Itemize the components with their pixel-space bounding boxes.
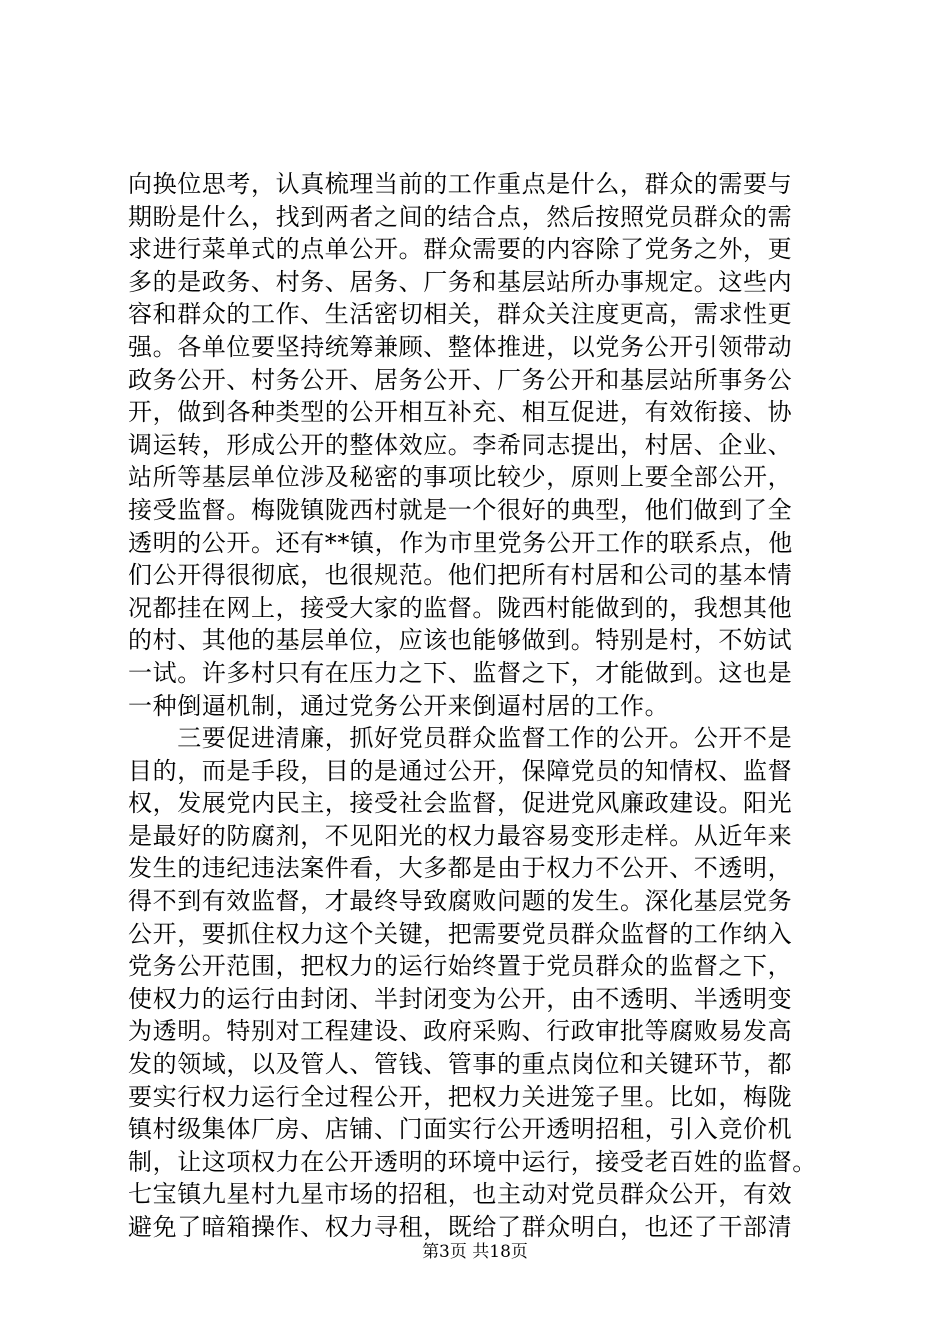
text-line: 要实行权力运行全过程公开，把权力关进笼子里。比如，梅陇 [128, 1082, 793, 1111]
text-line: 站所等基层单位涉及秘密的事项比较少，原则上要全部公开， [128, 463, 793, 492]
text-line: 发的领域，以及管人、管钱、管事的重点岗位和关键环节，都 [128, 1050, 793, 1079]
text-line: 发生的违纪违法案件看，大多都是由于权力不公开、不透明， [128, 854, 793, 883]
text-line: 使权力的运行由封闭、半封闭变为公开，由不透明、半透明变 [128, 984, 793, 1013]
text-line: 是最好的防腐剂，不见阳光的权力最容易变形走样。从近年来 [128, 821, 793, 850]
text-line: 权，发展党内民主，接受社会监督，促进党风廉政建设。阳光 [128, 789, 793, 818]
text-line: 公开，要抓住权力这个关键，把需要党员群众监督的工作纳入 [128, 919, 793, 948]
text-line: 调运转，形成公开的整体效应。李希同志提出，村居、企业、 [128, 430, 793, 459]
text-line: 开，做到各种类型的公开相互补充、相互促进，有效衔接、协 [128, 398, 793, 427]
text-line: 得不到有效监督，才最终导致腐败问题的发生。深化基层党务 [128, 887, 793, 916]
text-line: 的村、其他的基层单位，应该也能够做到。特别是村，不妨试 [128, 626, 793, 655]
text-line: 透明的公开。还有**镇，作为市里党务公开工作的联系点，他 [128, 528, 793, 557]
text-line: 一试。许多村只有在压力之下、监督之下，才能做到。这也是 [128, 658, 793, 687]
text-line: 强。各单位要坚持统筹兼顾、整体推进，以党务公开引领带动 [128, 332, 793, 361]
text-line: 目的，而是手段，目的是通过公开，保障党员的知情权、监督 [128, 756, 793, 785]
text-line: 制，让这项权力在公开透明的环境中运行，接受老百姓的监督。 [128, 1147, 817, 1176]
text-line: 向换位思考，认真梳理当前的工作重点是什么，群众的需要与 [128, 170, 793, 198]
text-line: 接受监督。梅陇镇陇西村就是一个很好的典型，他们做到了全 [128, 495, 793, 524]
text-line: 们公开得很彻底，也很规范。他们把所有村居和公司的基本情 [128, 561, 793, 590]
text-line: 期盼是什么，找到两者之间的结合点，然后按照党员群众的需 [128, 202, 793, 231]
body-text [128, 168, 828, 1244]
text-line: 七宝镇九星村九星市场的招租，也主动对党员群众公开，有效 [128, 1180, 793, 1209]
text-line: 为透明。特别对工程建设、政府采购、行政审批等腐败易发高 [128, 1017, 793, 1046]
text-line: 避免了暗箱操作、权力寻租，既给了群众明白，也还了干部清 [128, 1213, 793, 1241]
text-line: 容和群众的工作、生活密切相关，群众关注度更高，需求性更 [128, 300, 793, 329]
text-line: 镇村级集体厂房、店铺、门面实行公开透明招租，引入竞价机 [128, 1115, 793, 1144]
text-line: 一种倒逼机制，通过党务公开来倒逼村居的工作。 [128, 691, 670, 720]
page-footer: 第3页 共18页 [422, 1242, 528, 1262]
text-line: 况都挂在网上，接受大家的监督。陇西村能做到的，我想其他 [128, 593, 793, 622]
text-line: 多的是政务、村务、居务、厂务和基层站所办事规定。这些内 [128, 267, 793, 296]
text-line: 政务公开、村务公开、居务公开、厂务公开和基层站所事务公 [128, 365, 793, 394]
text-line: 党务公开范围，把权力的运行始终置于党员群众的监督之下， [128, 952, 793, 981]
text-line: 三要促进清廉，抓好党员群众监督工作的公开。公开不是 [128, 724, 793, 753]
text-line: 求进行菜单式的点单公开。群众需要的内容除了党务之外，更 [128, 235, 793, 264]
